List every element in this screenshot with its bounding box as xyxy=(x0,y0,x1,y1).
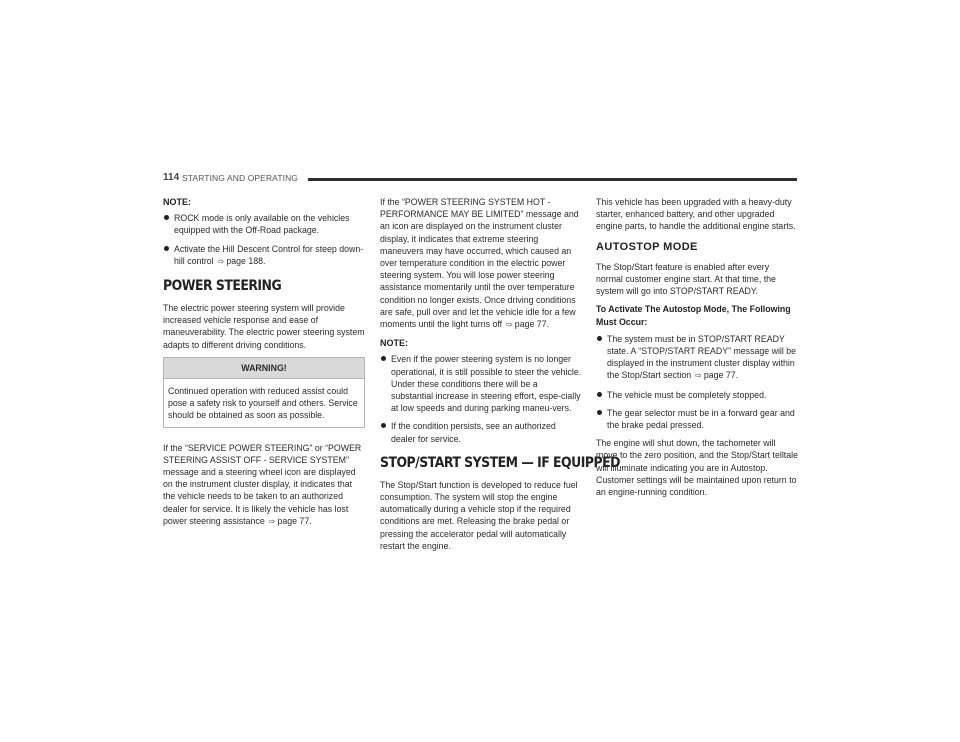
section-title: STARTING AND OPERATING xyxy=(182,173,299,183)
page-ref-link[interactable]: page 77. xyxy=(514,319,550,330)
page-ref-link[interactable]: page 77. xyxy=(277,515,312,526)
column-3 xyxy=(596,196,798,504)
page-ref-link[interactable]: page 77. xyxy=(703,370,739,381)
warning-text: Continued operation with reduced assist could pose a safety risk to yourself and others. Service should be obtained as soon as possible. xyxy=(168,386,358,421)
page-ref-arrow-icon: ⇨ xyxy=(506,320,513,330)
page-ref-arrow-icon: ⇨ xyxy=(268,516,276,526)
conditions-heading: To Activate The Autostop Mode, The Following Must Occur: xyxy=(596,304,791,327)
section-heading-power-steering: POWER STEERING xyxy=(163,278,282,295)
page-number: 114 xyxy=(163,172,180,183)
column-2 xyxy=(380,196,620,558)
note-label: NOTE: xyxy=(380,338,408,349)
list-item: If the condition persists, see an authorized dealer for service. xyxy=(380,420,582,444)
list-item: Even if the power steering system is no longer operational, it is still possible to steer the vehicle. Under these conditions there will be a substantial increase in steering effort, espe-cially at low speeds and during parking maneu-vers. xyxy=(380,353,582,414)
column-1 xyxy=(163,196,365,534)
list-item: The vehicle must be completely stopped. xyxy=(596,389,798,401)
page-header xyxy=(163,172,797,186)
warning-box xyxy=(163,357,365,428)
bullet-icon xyxy=(164,246,169,251)
page-ref-link[interactable]: page 188. xyxy=(226,255,266,266)
section-heading-stop-start: STOP/START SYSTEM — IF EQUIPPED xyxy=(380,454,620,471)
paragraph: The Stop/Start function is developed to reduce fuel consumption. The system will stop the engine automatically during a vehicle stop if the required conditions are met. Releasing the brake pedal or pressing the accelerator pedal will automatically restart the engine. xyxy=(380,479,578,551)
paragraph: This vehicle has been upgraded with a heavy-duty starter, enhanced battery, and other upgraded engine parts, to handle the additional engine starts. xyxy=(596,197,796,232)
header-rule xyxy=(308,178,797,181)
bullet-icon xyxy=(381,423,386,428)
note-list xyxy=(163,212,365,268)
note-label: NOTE: xyxy=(163,197,191,207)
paragraph: The electric power steering system will provide increased vehicle response and ease of maneuverability. The electric power steering system adapts to different driving conditions. xyxy=(163,303,365,350)
list-item: The gear selector must be in a forward gear and the brake pedal pressed. xyxy=(596,407,798,431)
warning-title: WARNING! xyxy=(164,358,364,379)
list-item: The system must be in STOP/START READY state. A “STOP/START READY” message will be displayed in the instrument cluster display within the Stop/Start section ⇨ page 77. xyxy=(596,333,798,383)
bullet-icon xyxy=(164,215,169,220)
bullet-icon xyxy=(381,356,386,361)
page-ref-arrow-icon: ⇨ xyxy=(695,371,702,381)
note-list xyxy=(380,353,582,444)
conditions-list xyxy=(596,333,798,431)
page-ref-arrow-icon: ⇨ xyxy=(217,256,225,266)
paragraph: If the “POWER STEERING SYSTEM HOT - PERFORMANCE MAY BE LIMITED” message and an icon are displayed on the instrument cluster display, it indicates that extreme steering maneuvers may have occurred, which caused an over temperature condition in the electric power steering system. You will lose power steering assistance momentarily until the over temperature condition no longer exists. Once driving conditions are safe, pull over and let the vehicle idle for a few moments until the light turns off ⇨ page 77. xyxy=(380,196,582,331)
paragraph: The engine will shut down, the tachometer will move to the zero position, and the Stop/Start telltale will illuminate indicating you are in Autostop. Customer settings will be maintained upon return to an engine-running condition. xyxy=(596,438,798,498)
list-item: Activate the Hill Descent Control for steep down-hill control ⇨ page 188. xyxy=(163,243,365,268)
paragraph: The Stop/Start feature is enabled after every normal customer engine start. At that time, the system will go into STOP/START READY. xyxy=(596,261,776,297)
paragraph: If the “SERVICE POWER STEERING” or “POWER STEERING ASSIST OFF - SERVICE SYSTEM” message and a steering wheel icon are displayed on the instrument cluster display, it indicates that the vehicle needs to be taken to an authorized dealer for service. It is likely the vehicle has lost power steering assistance ⇨ page 77. xyxy=(163,442,365,528)
bullet-icon xyxy=(597,336,602,341)
bullet-icon xyxy=(597,392,602,397)
bullet-icon xyxy=(597,410,602,415)
list-item: ROCK mode is only available on the vehicles equipped with the Off-Road package. xyxy=(163,212,365,236)
subheading-autostop-mode: AUTOSTOP MODE xyxy=(596,240,698,253)
